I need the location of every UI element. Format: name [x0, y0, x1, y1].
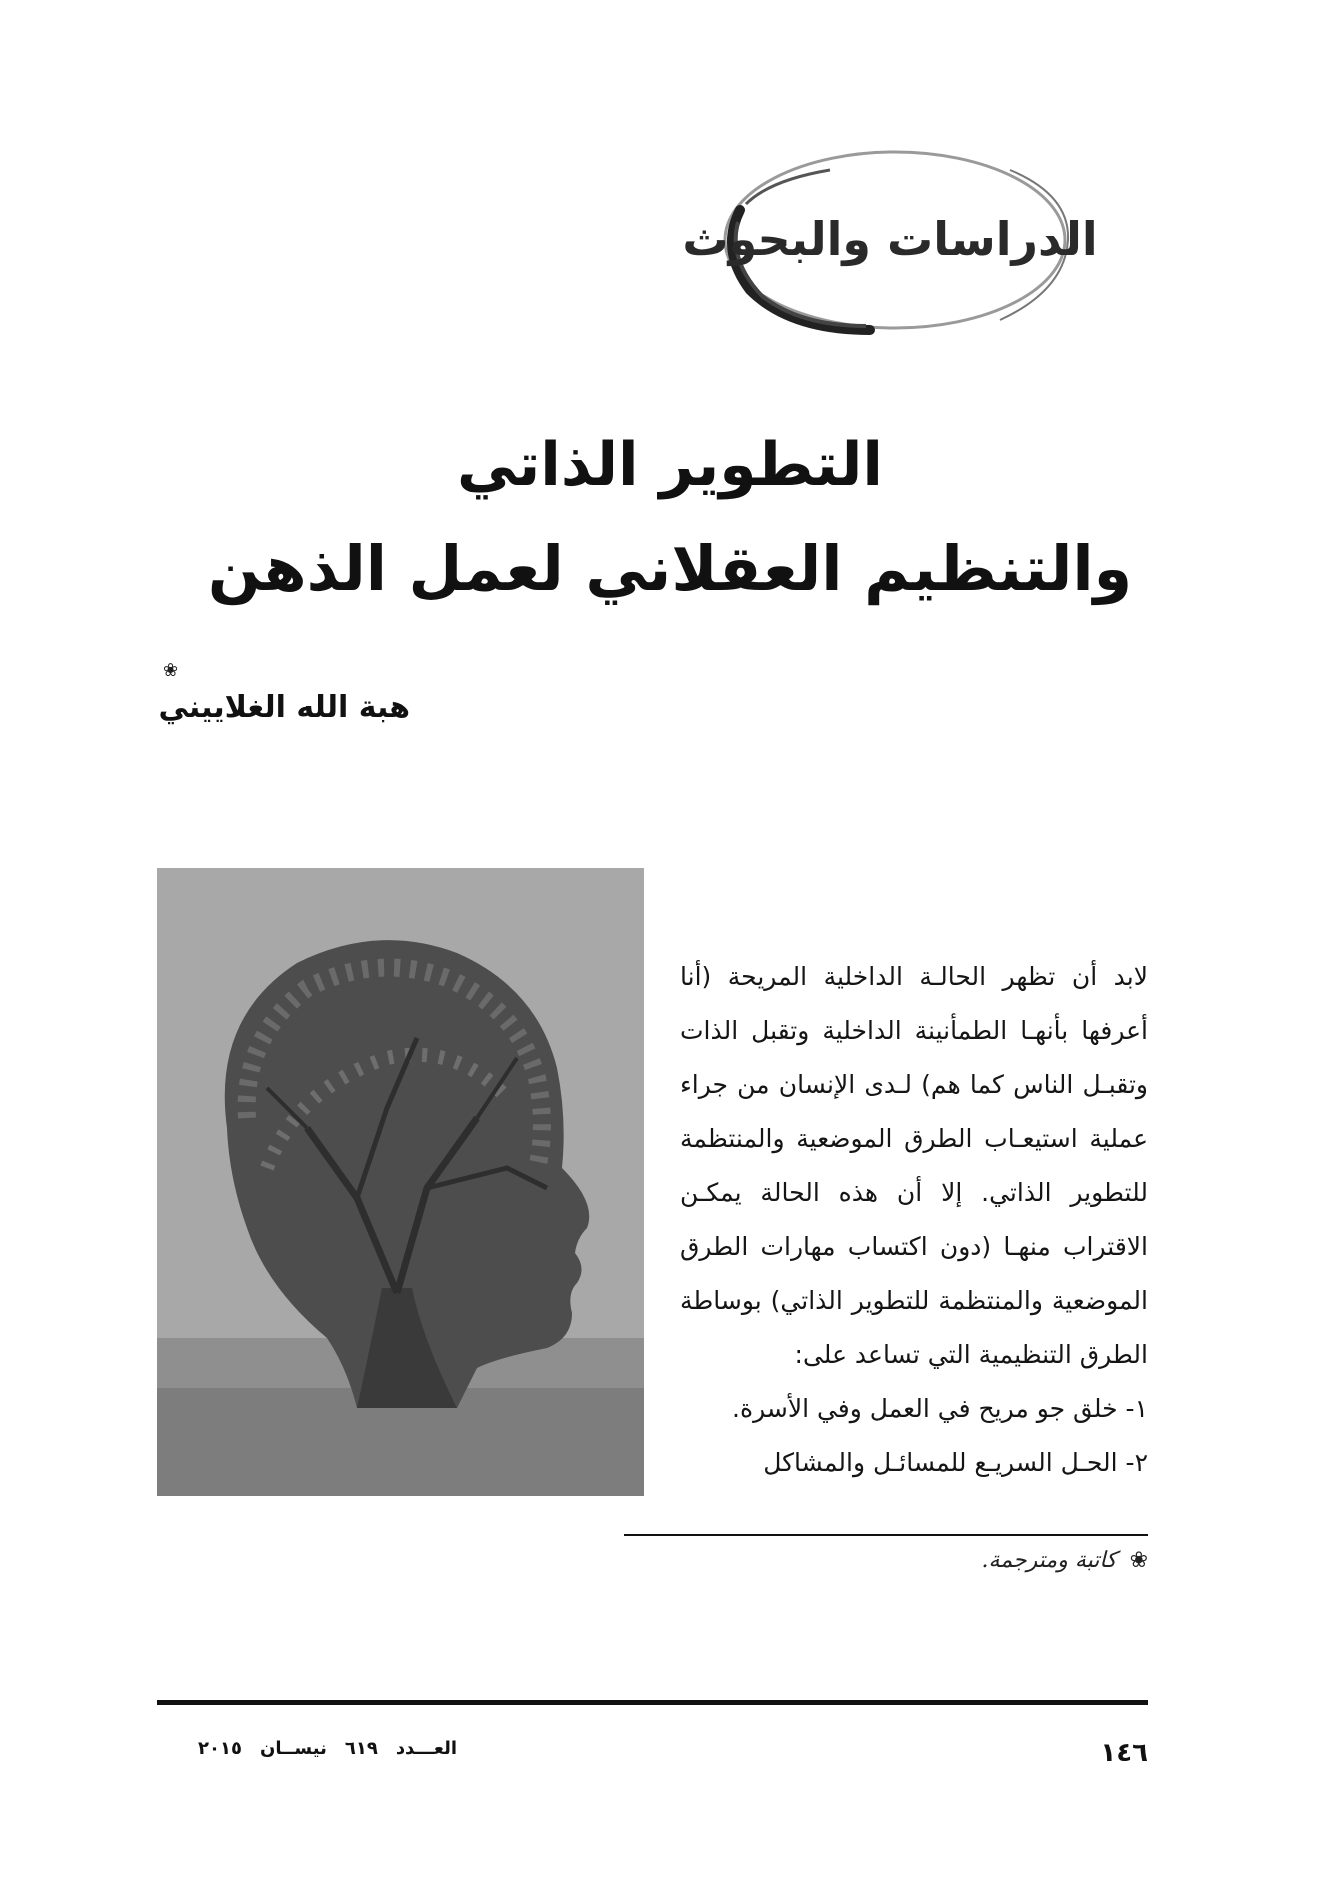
issue-info: [157, 1738, 457, 1759]
tree-head-image: [157, 868, 644, 1496]
issue-month: نيســان: [259, 1738, 327, 1759]
issue-number: ٦١٩: [344, 1738, 378, 1759]
footnote-mark: ❀: [1129, 1548, 1148, 1573]
footnote-divider: [624, 1534, 1148, 1536]
section-label: الدراسات والبحوث: [682, 212, 1098, 266]
body-list: [680, 1382, 1148, 1490]
author-footnote-mark: ❀: [163, 660, 179, 681]
list-item: ٢- الحـل السريـع للمسائـل والمشاكل: [763, 1448, 1148, 1477]
tree-head-illustration: [157, 868, 644, 1496]
section-logo: [680, 140, 1100, 340]
body-paragraph: لابد أن تظهر الحالـة الداخلية المريحة (أنا أعرفها بأنهـا الطمأنينة الداخلية وتقبل الذات وتقبـل الناس كما هم) لـدى الإنسان من جراء عملية استيعـاب الطرق الموضعية والمنتظمة للتطوير الذاتي. إلا أن هذه الحالة يمكـن الاقتراب منهـا (دون اكتساب مهارات الطرق الموضعية والمنتظمة للتطوير الذاتي) بوساطة الطرق التنظيمية التي تساعد على:: [680, 962, 1148, 1369]
list-item: ١- خلق جو مريح في العمل وفي الأسرة.: [732, 1394, 1148, 1423]
footer-divider: [157, 1700, 1148, 1705]
article-title-line-2: والتنظيم العقلاني لعمل الذهن: [207, 532, 1133, 605]
author-name: هبة الله الغلاييني: [158, 690, 410, 725]
footnote: [680, 1548, 1148, 1573]
issue-label: العـــدد: [395, 1738, 457, 1759]
issue-year: ٢٠١٥: [198, 1738, 242, 1759]
footnote-text: كاتبة ومترجمة.: [981, 1548, 1117, 1573]
article-title-line-1: التطوير الذاتي: [457, 430, 883, 500]
article-body: [680, 950, 1148, 1490]
page-number: ١٤٦: [1100, 1738, 1148, 1768]
